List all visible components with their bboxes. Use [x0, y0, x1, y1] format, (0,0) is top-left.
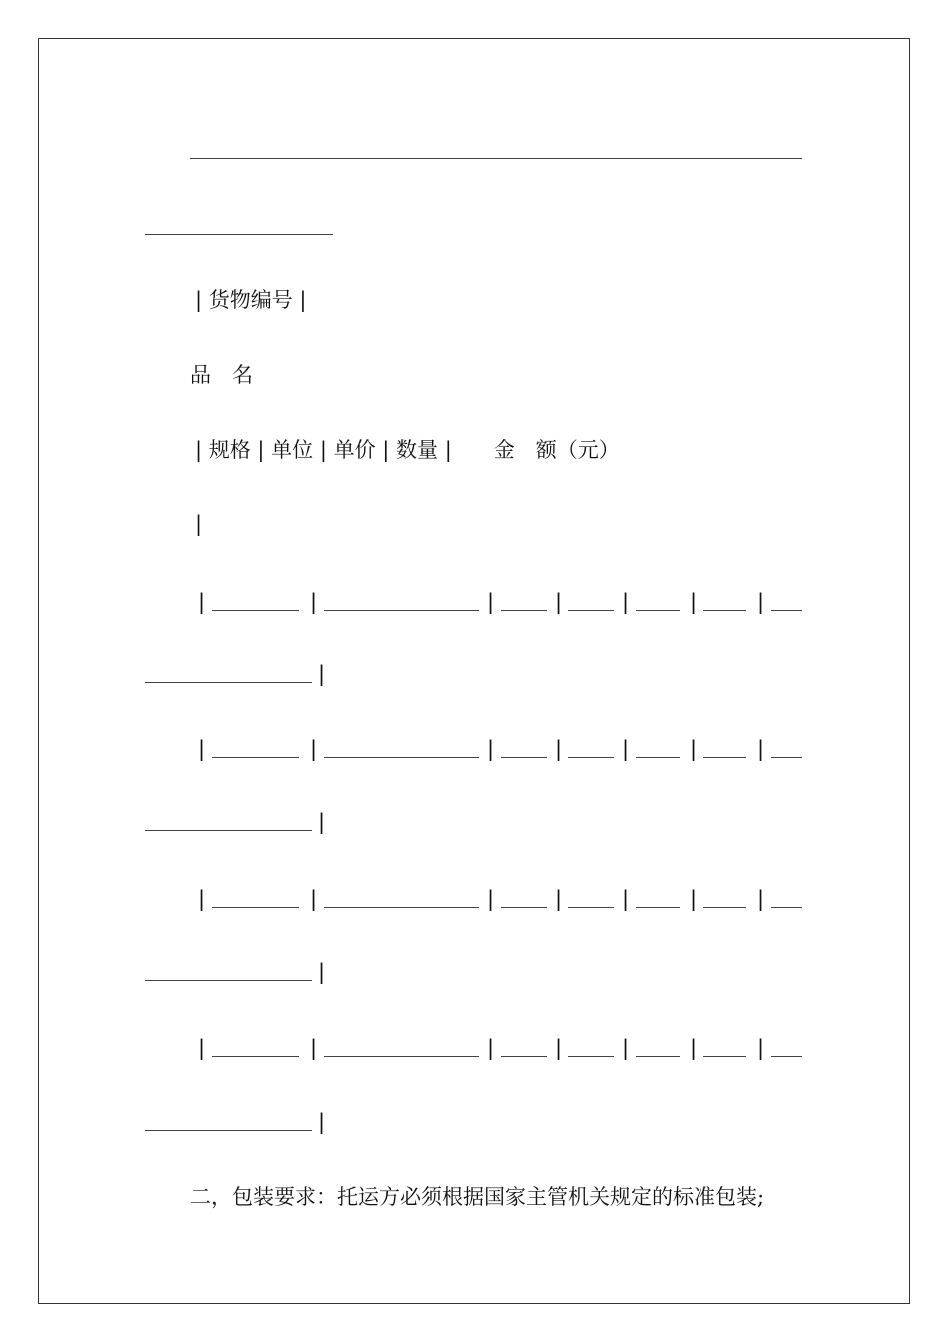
cell-separator: | [310, 1036, 318, 1060]
blank-cell-line [568, 610, 614, 611]
blank-cell-line [212, 907, 299, 908]
blank-line-top-continuation [145, 234, 333, 235]
blank-cell-line [771, 757, 802, 758]
blank-cell-line [636, 1056, 680, 1057]
cell-separator: | [622, 1036, 630, 1060]
blank-cell-line [501, 610, 547, 611]
cell-separator: | [198, 1036, 206, 1060]
blank-cell-line [212, 1056, 299, 1057]
blank-cell-line [636, 610, 680, 611]
blank-cell-line [568, 907, 614, 908]
blank-cell-line [703, 757, 746, 758]
blank-cell-line-continuation [145, 1130, 312, 1131]
header-product-name: 品 名 [190, 363, 253, 387]
row-end-separator: | [318, 1110, 326, 1134]
cell-separator: | [198, 887, 206, 911]
header-columns-end: | [195, 512, 203, 536]
blank-cell-line [771, 610, 802, 611]
cell-separator: | [487, 737, 495, 761]
cell-separator: | [555, 887, 563, 911]
blank-cell-line [636, 907, 680, 908]
blank-cell-line [703, 610, 746, 611]
blank-line-top [190, 158, 802, 159]
cell-separator: | [622, 737, 630, 761]
cell-separator: | [310, 590, 318, 614]
cell-separator: | [690, 590, 698, 614]
blank-cell-line-continuation [145, 830, 312, 831]
row-end-separator: | [318, 662, 326, 686]
blank-cell-line [212, 610, 299, 611]
row-end-separator: | [318, 810, 326, 834]
blank-cell-line [771, 1056, 802, 1057]
cell-separator: | [487, 590, 495, 614]
cell-separator: | [555, 1036, 563, 1060]
blank-cell-line-continuation [145, 980, 312, 981]
cell-separator: | [757, 1036, 765, 1060]
blank-cell-line-continuation [145, 682, 312, 683]
cell-separator: | [555, 737, 563, 761]
packaging-clause: 二，包装要求：托运方必须根据国家主管机关规定的标准包装; [190, 1185, 765, 1209]
blank-cell-line [636, 757, 680, 758]
cell-separator: | [198, 590, 206, 614]
header-columns: | 规格 | 单位 | 单价 | 数量 | 金 额（元） [195, 438, 620, 462]
blank-cell-line [501, 1056, 547, 1057]
cell-separator: | [198, 737, 206, 761]
blank-cell-line [568, 1056, 614, 1057]
cell-separator: | [622, 590, 630, 614]
blank-cell-line [324, 757, 479, 758]
blank-cell-line [703, 907, 746, 908]
blank-cell-line [501, 757, 547, 758]
cell-separator: | [622, 887, 630, 911]
cell-separator: | [690, 1036, 698, 1060]
blank-cell-line [324, 1056, 479, 1057]
blank-cell-line [703, 1056, 746, 1057]
cell-separator: | [757, 737, 765, 761]
page-border [38, 38, 910, 1304]
cell-separator: | [757, 887, 765, 911]
cell-separator: | [690, 887, 698, 911]
blank-cell-line [212, 757, 299, 758]
blank-cell-line [501, 907, 547, 908]
blank-cell-line [771, 907, 802, 908]
cell-separator: | [555, 590, 563, 614]
cell-separator: | [487, 1036, 495, 1060]
cell-separator: | [690, 737, 698, 761]
cell-separator: | [310, 887, 318, 911]
cell-separator: | [310, 737, 318, 761]
cell-separator: | [757, 590, 765, 614]
blank-cell-line [324, 610, 479, 611]
header-item-number: | 货物编号 | [195, 288, 307, 312]
cell-separator: | [487, 887, 495, 911]
blank-cell-line [568, 757, 614, 758]
row-end-separator: | [318, 960, 326, 984]
blank-cell-line [324, 907, 479, 908]
